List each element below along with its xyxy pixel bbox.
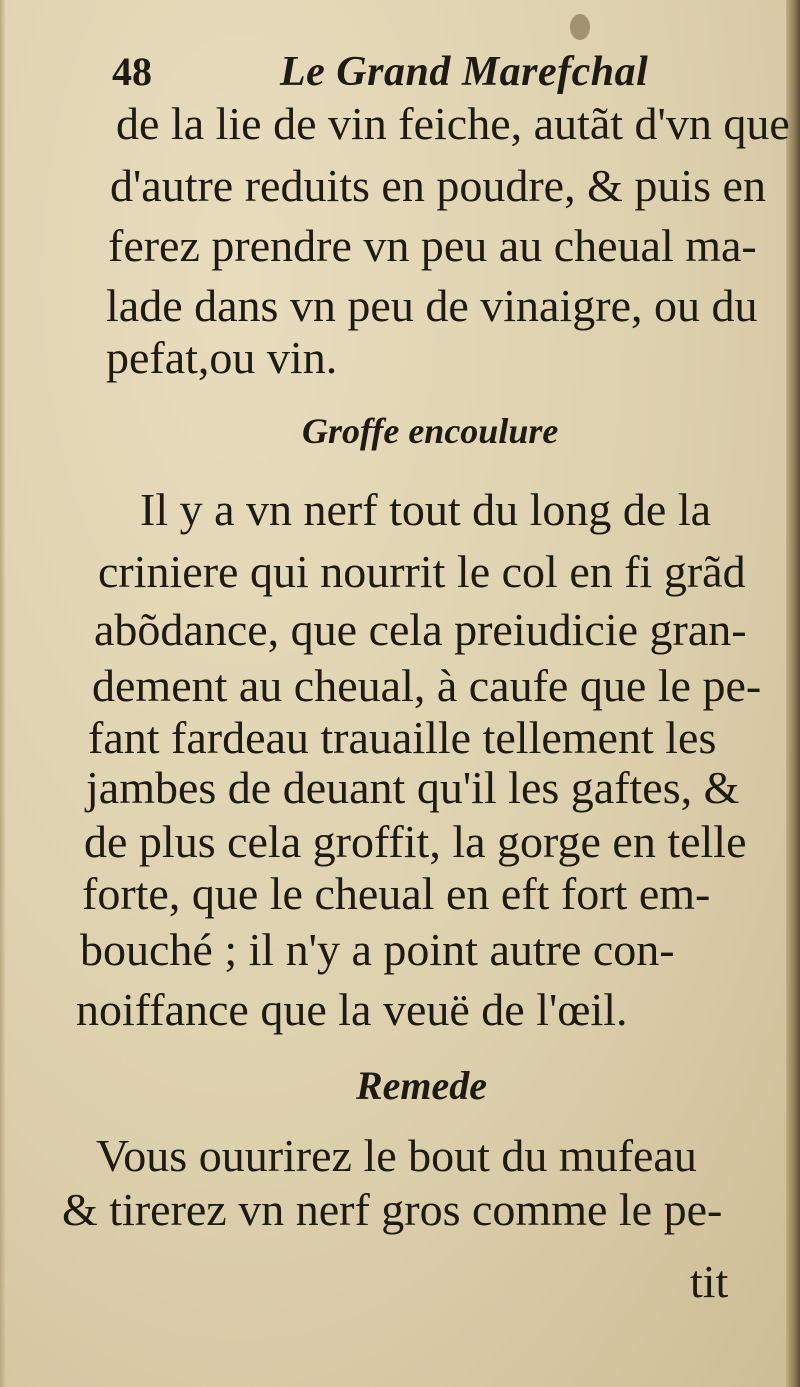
text-line: forte, que le cheual en eft fort em- <box>82 868 711 919</box>
ink-smudge <box>570 14 590 40</box>
text-line: dement au cheual, à caufe que le pe- <box>92 660 762 711</box>
text-line: Vous ouurirez le bout du mufeau <box>96 1130 697 1181</box>
text-line: bouché ; il n'y a point autre con- <box>80 924 675 975</box>
page-number: 48 <box>112 49 152 94</box>
text-line: lade dans vn peu de vinaigre, ou du <box>106 280 758 331</box>
text-line: criniere qui nourrit le col en fi grãd <box>98 546 746 597</box>
page-left-edge <box>0 0 6 1387</box>
text-line: pefat,ou vin. <box>106 332 338 383</box>
text-line: noiffance que la veuë de l'œil. <box>76 984 628 1035</box>
text-line: jambes de deuant qu'il les gaftes, & <box>86 762 740 813</box>
running-title: Le Grand Marefchal <box>280 49 649 95</box>
page-right-edge <box>786 0 800 1387</box>
text-line: d'autre reduits en poudre, & puis en <box>110 160 766 211</box>
text-line: abõdance, que cela preiudicie gran- <box>94 604 747 655</box>
text-line: ferez prendre vn peu au cheual ma- <box>108 220 757 271</box>
text-line: & tirerez vn nerf gros comme le pe- <box>62 1184 723 1235</box>
section-heading: Remede <box>356 1063 488 1108</box>
catchword: tit <box>690 1256 729 1307</box>
text-line: Il y a vn nerf tout du long de la <box>140 484 712 535</box>
text-line: de plus cela groffit, la gorge en telle <box>84 816 747 867</box>
text-line: de la lie de vin feiche, autãt d'vn que <box>116 98 790 149</box>
section-heading: Groffe encoulure <box>302 411 559 451</box>
text-line: fant fardeau trauaille tellement les <box>88 712 717 763</box>
